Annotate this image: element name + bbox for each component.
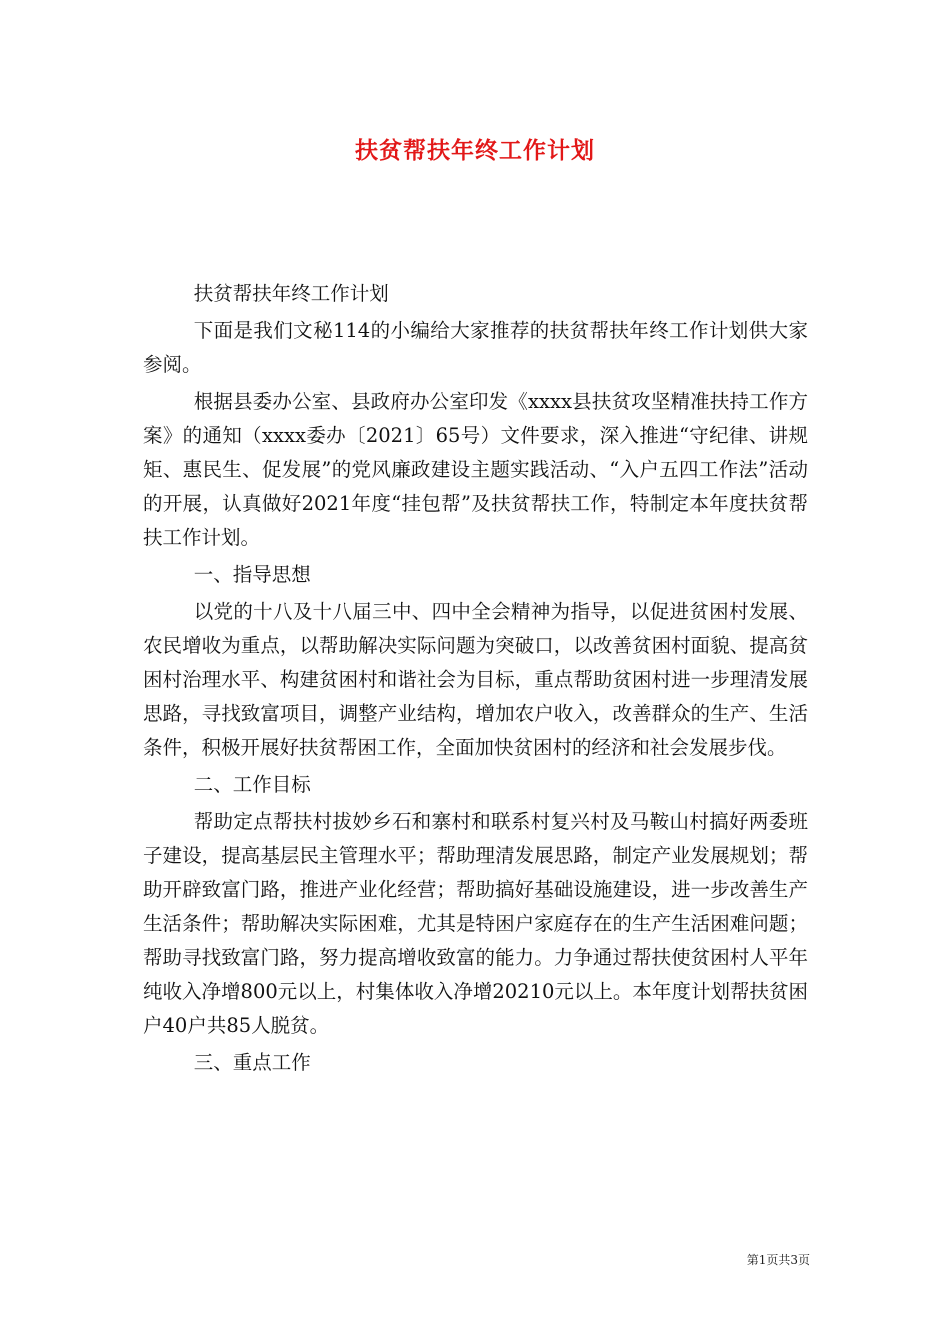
document-body (143, 277, 808, 1083)
paragraph-heading-repeat: 扶贫帮扶年终工作计划 (193, 282, 389, 305)
paragraph-work-goals: 帮助定点帮扶村拔妙乡石和寨村和联系村复兴村及马鞍山村搞好两委班子建设，提高基层民主管理水平；帮助理清发展思路，制定产业发展规划；帮助开辟致富门路，推进产业化经营；帮助搞好基础设施建设，进一步改善生产生活条件；帮助解决实际困难，尤其是特困户家庭存在的生产生活困难问题；帮助寻找致富门路，努力提高增收致富的能力。力争通过帮扶使贫困村人平年纯收入净增800元以上，村集体收入净增20210元以上。本年度计划帮扶贫困户40户共85人脱贫。 (143, 810, 808, 1037)
section-heading-work-goals: 二、工作目标 (193, 773, 311, 796)
paragraph-basis: 根据县委办公室、县政府办公室印发《xxxx县扶贫攻坚精准扶持工作方案》的通知（xxxx委办〔2021〕65号）文件要求，深入推进“守纪律、讲规矩、惠民生、促发展”的党风廉政建设主题实践活动、“入户五四工作法”活动的开展，认真做好2021年度“挂包帮”及扶贫帮扶工作，特制定本年度扶贫帮扶工作计划。 (143, 390, 808, 549)
section-heading-key-work: 三、重点工作 (193, 1051, 311, 1074)
section-heading-guiding-ideology: 一、指导思想 (193, 563, 311, 586)
document-title: 扶贫帮扶年终工作计划 (355, 137, 595, 164)
page-number: 第1页共3页 (746, 1253, 810, 1267)
paragraph-guiding-ideology: 以党的十八及十八届三中、四中全会精神为指导，以促进贫困村发展、农民增收为重点，以帮助解决实际问题为突破口，以改善贫困村面貌、提高贫困村治理水平、构建贫困村和谐社会为目标，重点帮助贫困村进一步理清发展思路，寻找致富项目，调整产业结构，增加农户收入，改善群众的生产、生活条件，积极开展好扶贫帮困工作，全面加快贫困村的经济和社会发展步伐。 (143, 600, 808, 759)
paragraph-intro: 下面是我们文秘114的小编给大家推荐的扶贫帮扶年终工作计划供大家参阅。 (143, 319, 808, 376)
